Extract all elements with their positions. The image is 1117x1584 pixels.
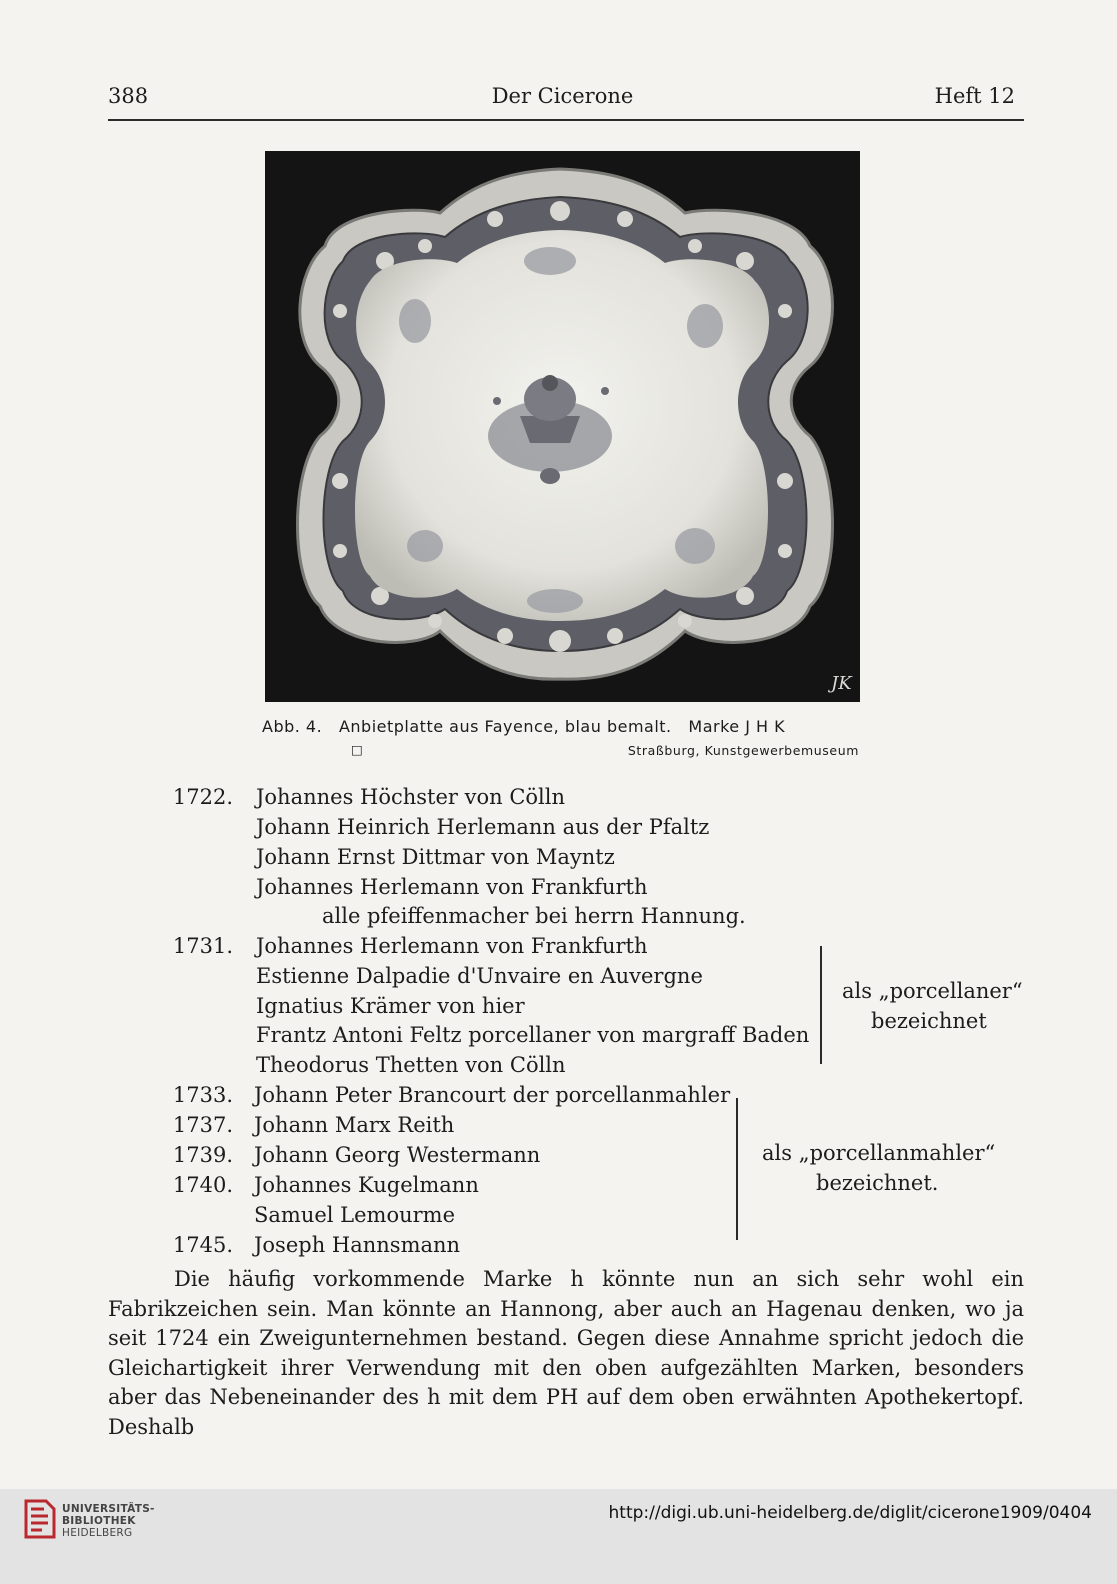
page-number: 388 — [108, 84, 149, 108]
bracket-label: bezeichnet — [871, 1009, 987, 1033]
list-line: Johannes Kugelmann — [254, 1173, 479, 1197]
bracket-label: bezeichnet. — [816, 1171, 939, 1195]
list-line: Johannes Herlemann von Frankfurth — [256, 875, 648, 899]
caption-location: Straßburg, Kunstgewerbemuseum — [627, 743, 859, 758]
list-line: Johann Ernst Dittmar von Mayntz — [256, 845, 615, 869]
list-line: Joseph Hannsmann — [254, 1233, 461, 1257]
year-1740: 1740. — [172, 1173, 233, 1197]
body-paragraph — [108, 1265, 1024, 1442]
library-name-line: BIBLIOTHEK — [62, 1515, 136, 1527]
year-1739: 1739. — [172, 1143, 233, 1167]
header-rule — [108, 119, 1024, 121]
list-line: Johann Heinrich Herlemann aus der Pfaltz — [256, 815, 710, 839]
library-name — [62, 1503, 155, 1539]
year-1733: 1733. — [172, 1083, 233, 1107]
list-line: Frantz Antoni Feltz porcellaner von margraff Baden — [256, 1023, 810, 1047]
year-1745: 1745. — [172, 1233, 233, 1257]
library-name-line: UNIVERSITÄTS- — [62, 1503, 155, 1515]
library-logo-icon[interactable] — [22, 1497, 58, 1541]
list-line: Johannes Höchster von Cölln — [256, 785, 566, 809]
bracket-porcellaner — [812, 946, 822, 1064]
paragraph-text: Die häufig vorkommende Marke h könnte nun an sich sehr wohl ein Fabrikzeichen sein. Man könnte an Hannong, aber auch an Hagenau denken, wo ja seit 1724 ein Zweigunternehmen bestand. Gegen diese Annahme spricht jedoch die Gleichartigkeit ihrer Verwendung mit den oben aufgezählten Marken, besonders aber das Nebeneinander des h mit dem PH auf dem oben erwähnten Apothekertopf. Deshalb — [108, 1267, 1024, 1439]
caption-square-symbol: □ — [351, 742, 364, 757]
list-line: Johannes Herlemann von Frankfurth — [256, 934, 648, 958]
list-line: alle pfeiffenmacher bei herrn Hannung. — [322, 904, 746, 928]
bracket-label: als „porcellanmahler“ — [762, 1141, 996, 1165]
list-line: Ignatius Krämer von hier — [256, 994, 525, 1018]
list-line: Johann Peter Brancourt der porcellanmahler — [254, 1083, 731, 1107]
list-line: Theodorus Thetten von Cölln — [256, 1053, 566, 1077]
library-name-line: HEIDELBERG — [62, 1527, 133, 1539]
year-1722: 1722. — [172, 785, 233, 809]
running-title: Der Cicerone — [491, 84, 634, 108]
permalink-url[interactable]: http://digi.ub.uni-heidelberg.de/diglit/cicerone1909/0404 — [608, 1503, 1092, 1523]
year-1737: 1737. — [172, 1113, 233, 1137]
figure-photo — [265, 151, 860, 702]
library-footer — [0, 1489, 1117, 1584]
bracket-porcellanmahler — [728, 1098, 738, 1240]
monogram-mark: JK — [831, 673, 852, 694]
list-line: Samuel Lemourme — [254, 1203, 455, 1227]
list-line: Johann Marx Reith — [254, 1113, 455, 1137]
bracket-label: als „porcellaner“ — [842, 979, 1023, 1003]
list-line: Estienne Dalpadie d'Unvaire en Auvergne — [256, 964, 703, 988]
year-1731: 1731. — [172, 934, 233, 958]
list-line: Johann Georg Westermann — [254, 1143, 541, 1167]
issue-label: Heft 12 — [934, 84, 1015, 108]
faience-tray-illustration — [265, 151, 860, 702]
figure-caption: Abb. 4. Anbietplatte aus Fayence, blau bemalt. Marke J H K — [262, 717, 786, 736]
